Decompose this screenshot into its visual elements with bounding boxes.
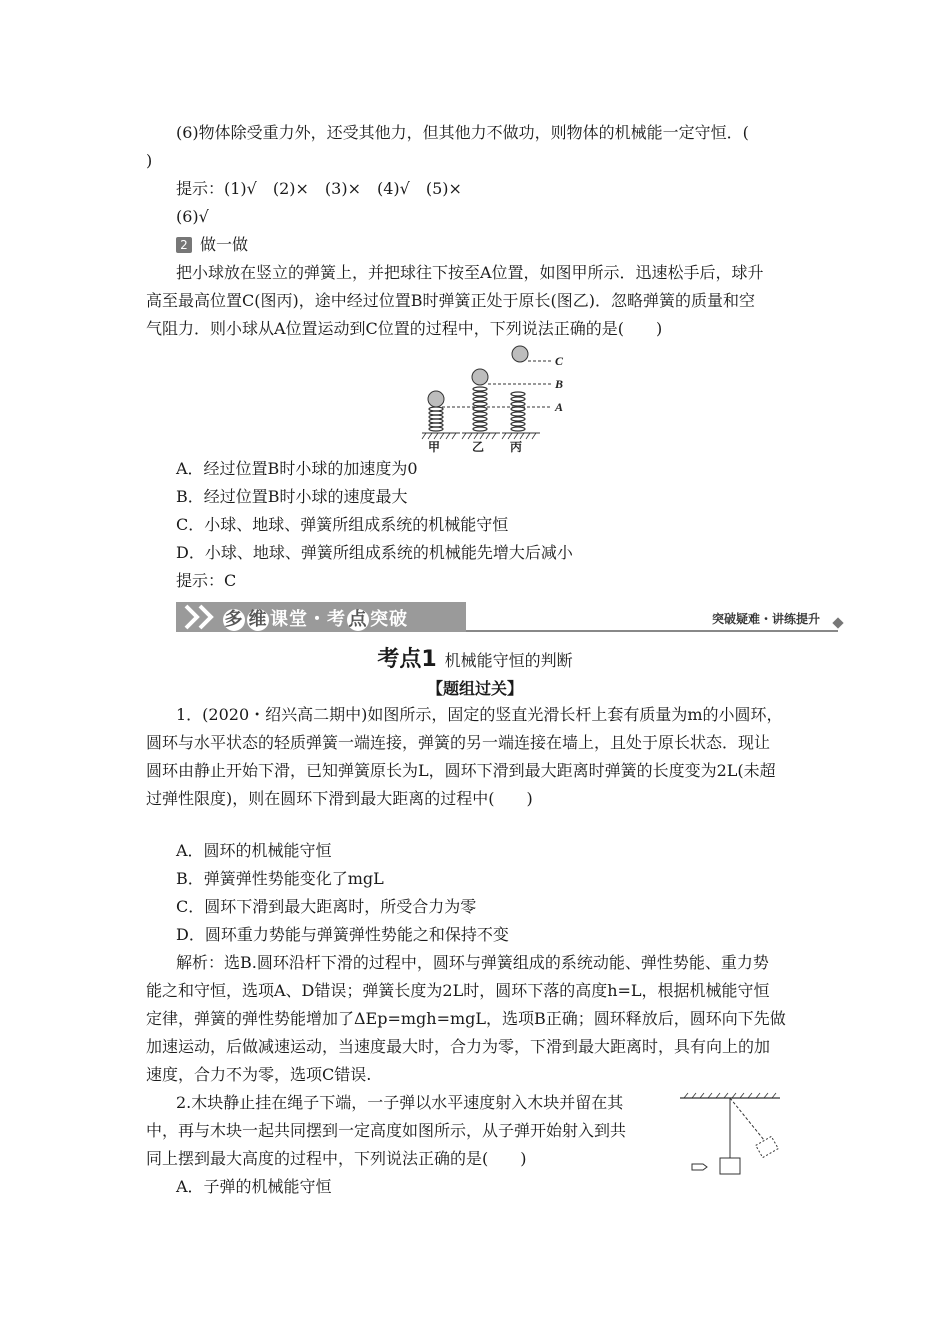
option-d: D．小球、地球、弹簧所组成系统的机械能先增大后减小	[176, 543, 573, 562]
option-d: D．圆环重力势能与弹簧弹性势能之和保持不变	[176, 925, 509, 944]
caption-bing: 丙	[510, 440, 523, 454]
topic-number: 考点1	[377, 647, 437, 672]
option-a: A．圆环的机械能守恒	[176, 841, 332, 860]
label-c: C	[555, 354, 564, 368]
q1-line-3: 圆环由静止开始下滑，已知弹簧原长为L，圆环下滑到最大距离时弹簧的长度变为2L(未超	[146, 761, 776, 780]
section-heading	[176, 234, 248, 256]
diamond-icon	[832, 617, 843, 628]
topic-heading	[0, 642, 950, 673]
q2-line-2: 中，再与木块一起共同摆到一定高度如图所示，从子弹开始射入到共	[146, 1121, 627, 1140]
banner-divider	[466, 630, 838, 632]
banner-part: 课堂・考	[270, 609, 346, 630]
analysis-line-2: 能之和守恒，选项A、D错误；弹簧长度为2L时，圆环下落的高度h=L，根据机械能守恒	[146, 981, 770, 1000]
q6-close: )	[146, 151, 153, 170]
option-b: B．经过位置B时小球的速度最大	[176, 487, 408, 506]
q2-option-a: A．子弹的机械能守恒	[176, 1177, 332, 1196]
banner-subtitle: 突破疑难・讲练提升	[711, 612, 820, 626]
problem-line-1: 把小球放在竖立的弹簧上，并把球往下按至A位置，如图甲所示．迅速松手后，球升	[176, 263, 764, 282]
problem-line-3: 气阻力．则小球从A位置运动到C位置的过程中，下列说法正确的是( )	[146, 319, 663, 338]
q1-line-4: 过弹性限度)，则在圆环下滑到最大距离的过程中( )	[146, 789, 533, 808]
hint-line-1: 提示：(1)√ (2)× (3)× (4)√ (5)×	[176, 179, 462, 198]
q2-line-3: 同上摆到最大高度的过程中，下列说法正确的是( )	[146, 1149, 527, 1168]
analysis-line-1: 解析：选B.圆环沿杆下滑的过程中，圆环与弹簧组成的系统动能、弹性势能、重力势	[176, 953, 769, 972]
caption-jia: 甲	[428, 440, 441, 454]
label-b: B	[555, 377, 564, 391]
group-title: 【题组过关】	[426, 679, 523, 698]
option-c: C．小球、地球、弹簧所组成系统的机械能守恒	[176, 515, 509, 534]
analysis-line-5: 速度，合力不为零，选项C错误.	[146, 1065, 372, 1084]
section-banner	[176, 602, 846, 632]
q6-text: (6)物体除受重力外，还受其他力，但其他力不做功，则物体的机械能一定守恒．(	[176, 123, 749, 142]
banner-title	[222, 605, 408, 631]
hint-line-2: (6)√	[176, 207, 209, 226]
caption-yi: 乙	[472, 440, 485, 454]
banner-part: 点	[348, 609, 368, 630]
q2-line-1: 2.木块静止挂在绳子下端，一子弹以水平速度射入木块并留在其	[176, 1093, 624, 1112]
analysis-line-4: 加速运动，后做减速运动，当速度最大时，合力为零，下滑到最大距离时，具有向上的加	[146, 1037, 771, 1056]
section-title: 做一做	[200, 235, 249, 254]
q1-line-2: 圆环与水平状态的轻质弹簧一端连接，弹簧的另一端连接在墙上，且处于原长状态．现让	[146, 733, 771, 752]
analysis-line-3: 定律，弹簧的弹性势能增加了ΔEp=mgh=mgL，选项B正确；圆环释放后，圆环向下先做	[146, 1009, 786, 1028]
chevron-icon	[184, 604, 220, 630]
pendulum-figure	[676, 1090, 796, 1182]
option-c: C．圆环下滑到最大距离时，所受合力为零	[176, 897, 477, 916]
spring-figure	[412, 340, 572, 455]
topic-title: 机械能守恒的判断	[444, 651, 573, 670]
label-a: A	[555, 400, 564, 414]
hint-answer: 提示：C	[176, 571, 237, 590]
option-b: B．弹簧弹性势能变化了mgL	[176, 869, 384, 888]
problem-line-2: 高至最高位置C(图丙)，途中经过位置B时弹簧正处于原长(图乙)．忽略弹簧的质量和空	[146, 291, 755, 310]
q1-line-1: 1．(2020・绍兴高二期中)如图所示，固定的竖直光滑长杆上套有质量为m的小圆环，	[176, 705, 783, 724]
banner-part: 突破	[370, 609, 408, 630]
option-a: A．经过位置B时小球的加速度为0	[176, 459, 418, 478]
banner-part: 多	[224, 609, 244, 630]
number-badge: 2	[176, 237, 192, 253]
banner-part: 维	[248, 609, 268, 630]
